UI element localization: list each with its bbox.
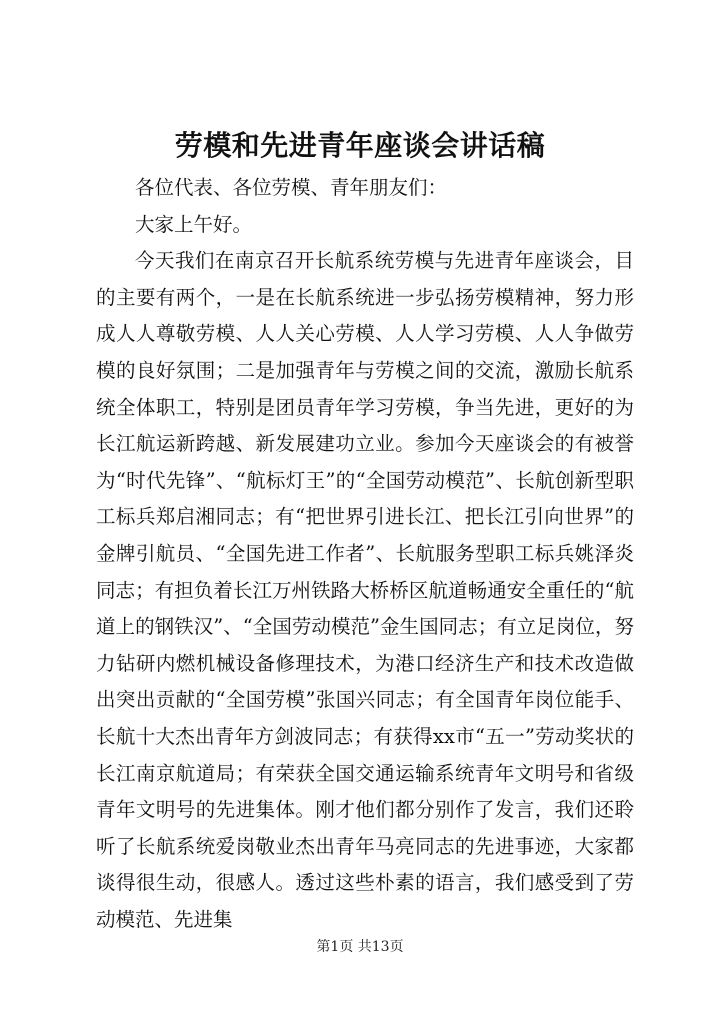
document-body — [96, 170, 634, 938]
greeting-paragraph: 大家上午好。 — [135, 212, 253, 236]
salutation-paragraph: 各位代表、各位劳模、青年朋友们： — [135, 176, 448, 199]
document-title: 劳模和先进青年座谈会讲话稿 — [174, 129, 546, 162]
main-paragraph: 今天我们在南京召开长航系统劳模与先进青年座谈会，目的主要有两个，一是在长航系统进一步弘扬劳模精神，努力形成人人尊敬劳模、人人关心劳模、人人学习劳模、人人争做劳模的良好氛围；二是加强青年与劳模之间的交流，激励长航系统全体职工，特别是团员青年学习劳模，争当先进，更好的为长江航运新跨越、新发展建功立业。参加今天座谈会的有被誉为“时代先锋”、“航标灯王”的“全国劳动模范”、长航创新型职工标兵郑启湘同志；有“把世界引进长江、把长江引向世界”的金牌引航员、“全国先进工作者”、长航服务型职工标兵姚泽炎同志；有担负着长江万州铁路大桥桥区航道畅通安全重任的“航道上的钢铁汉”、“全国劳动模范”金生国同志；有立足岗位，努力钻研内燃机械设备修理技术，为港口经济生产和技术改造做出突出贡献的“全国劳模”张国兴同志；有全国青年岗位能手、长航十大杰出青年方剑波同志；有获得xx市“五一”劳动奖状的长江南京航道局；有荣获全国交通运输系统青年文明号和省级青年文明号的先进集体。刚才他们都分别作了发言，我们还聆听了长航系统爱岗敬业杰出青年马亮同志的先进事迹，大家都谈得很生动，很感人。透过这些朴素的语言，我们感受到了劳动模范、先进集 — [96, 249, 634, 931]
page-footer: 第1页 共13页 — [316, 939, 404, 955]
